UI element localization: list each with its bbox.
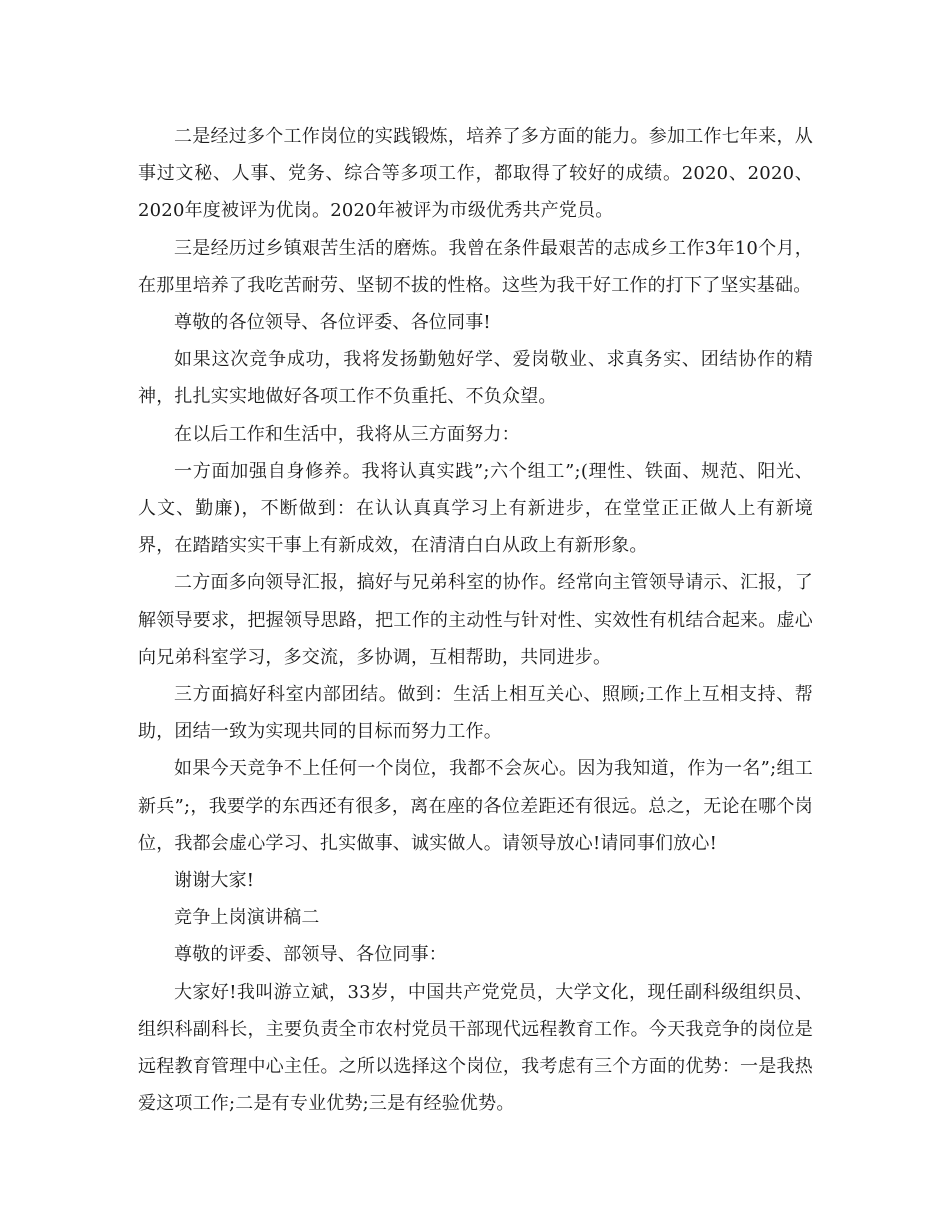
paragraph-salutation-two: 尊敬的评委、部领导、各位同事： (174, 944, 447, 966)
paragraph-aspect-one: 一方面加强自身修养。我将认真实践”;六个组工”;(理性、铁面、规范、阳光、人文、勤廉)，不断做到：在认认真真学习上有新进步，在堂堂正正做人上有新境界，在踏踏实实干事上有新成效，在清清白白从政上有新形象。 (138, 460, 813, 557)
paragraph-township: 三是经历过乡镇艰苦生活的磨炼。我曾在条件最艰苦的志成乡工作3年10个月，在那里培养了我吃苦耐劳、坚韧不拔的性格。这些为我干好工作的打下了坚实基础。 (138, 237, 813, 296)
section-title: 竞争上岗演讲稿二 (174, 907, 320, 929)
paragraph-if-not-selected: 如果今天竞争不上任何一个岗位，我都不会灰心。因为我知道，作为一名”;组工新兵”;，我要学的东西还有很多，离在座的各位差距还有很远。总之，无论在哪个岗位，我都会虚心学习、扎实做事、诚实做人。请领导放心!请同事们放心! (138, 758, 813, 854)
paragraph-aspect-two: 二方面多向领导汇报，搞好与兄弟科室的协作。经常向主管领导请示、汇报，了解领导要求，把握领导思路，把工作的主动性与针对性、实效性有机结合起来。虚心向兄弟科室学习，多交流，多协调，互相帮助，共同进步。 (138, 572, 813, 668)
paragraph-experience: 二是经过多个工作岗位的实践锻炼，培养了多方面的能力。参加工作七年来，从事过文秘、人事、党务、综合等多项工作，都取得了较好的成绩。2020、2020、2020年度被评为优岗。2020年被评为市级优秀共产党员。 (138, 126, 813, 222)
paragraph-introduction: 大家好!我叫游立斌，33岁，中国共产党党员，大学文化，现任副科级组织员、组织科副科长，主要负责全市农村党员干部现代远程教育工作。今天我竞争的岗位是远程教育管理中心主任。之所以选择这个岗位，我考虑有三个方面的优势：一是我热爱这项工作;二是有专业优势;三是有经验优势。 (138, 981, 813, 1115)
paragraph-aspect-three: 三方面搞好科室内部团结。做到：生活上相互关心、照顾;工作上互相支持、帮助，团结一致为实现共同的目标而努力工作。 (138, 684, 813, 743)
document-page (138, 118, 813, 1122)
paragraph-three-aspects: 在以后工作和生活中，我将从三方面努力： (174, 423, 520, 445)
paragraph-commitment: 如果这次竞争成功，我将发扬勤勉好学、爱岗敬业、求真务实、团结协作的精神，扎扎实实地做好各项工作不负重托、不负众望。 (138, 349, 813, 408)
paragraph-salutation: 尊敬的各位领导、各位评委、各位同事! (174, 312, 491, 334)
paragraph-thanks: 谢谢大家! (174, 870, 255, 892)
